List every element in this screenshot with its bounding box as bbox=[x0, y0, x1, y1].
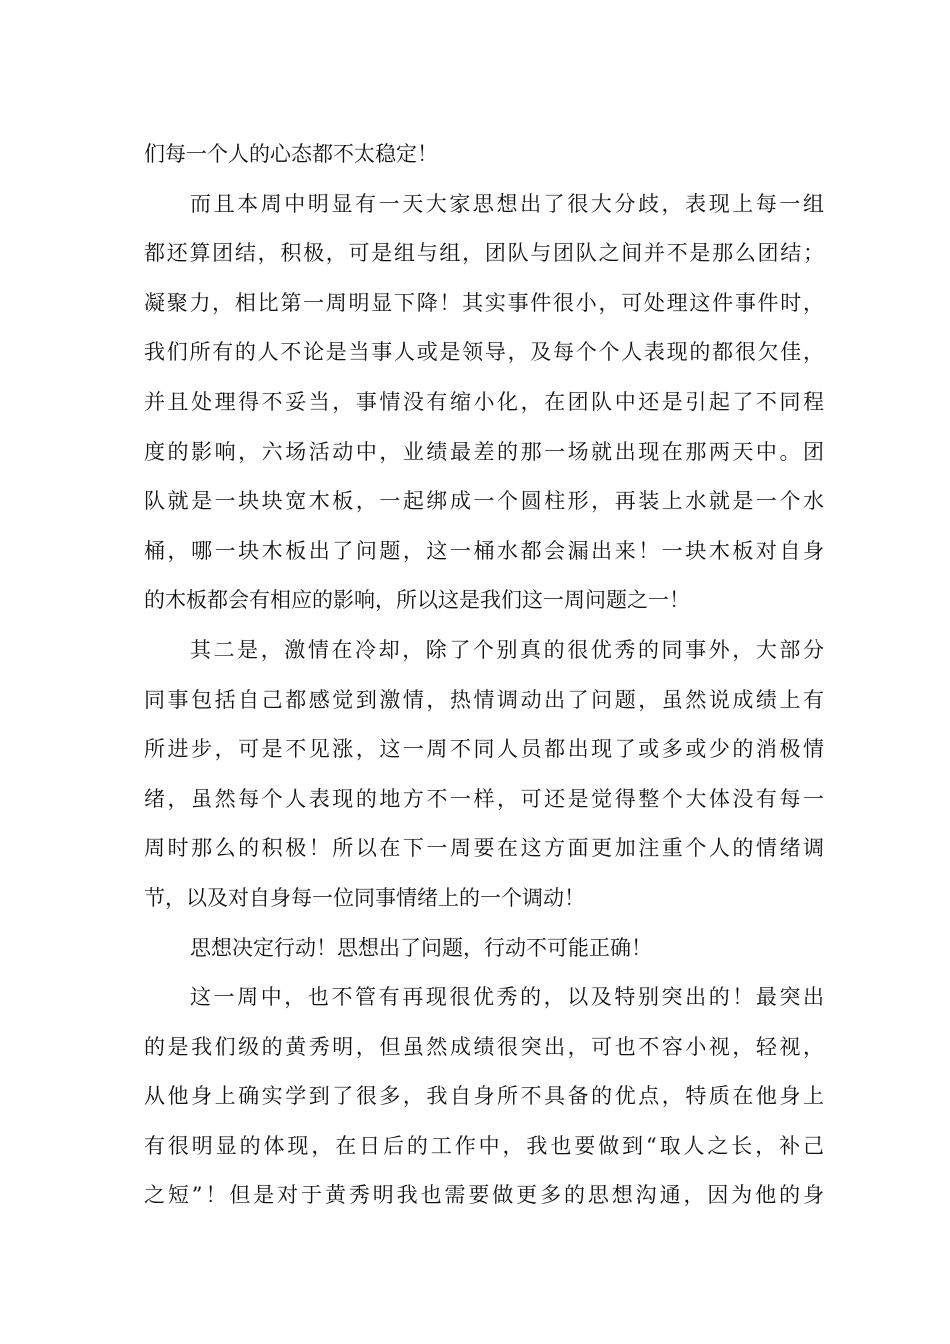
text-line: 之短”！但是对于黄秀明我也需要做更多的思想沟通，因为他的身 bbox=[144, 1183, 824, 1208]
text-line: 都还算团结，积极，可是组与组，团队与团队之间并不是那么团结； bbox=[144, 241, 824, 266]
text-line: 我们所有的人不论是当事人或是领导，及每个个人表现的都很欠佳， bbox=[144, 340, 824, 365]
text-line: 们每一个人的心态都不太稳定！ bbox=[144, 142, 438, 166]
text-line: 并且处理得不妥当，事情没有缩小化，在团队中还是引起了不同程 bbox=[144, 389, 824, 414]
text-line: 周时那么的积极！所以在下一周要在这方面更加注重个人的情绪调 bbox=[144, 836, 824, 861]
text-line: 其二是，激情在冷却，除了个别真的很优秀的同事外，大部分 bbox=[190, 637, 824, 662]
text-line: 凝聚力，相比第一周明显下降！其实事件很小，可处理这件事件时， bbox=[144, 290, 824, 315]
text-line: 所进步，可是不见涨，这一周不同人员都出现了或多或少的消极情 bbox=[144, 737, 824, 762]
text-line: 而且本周中明显有一天大家思想出了很大分歧，表现上每一组 bbox=[190, 191, 824, 216]
text-line: 节，以及对自身每一位同事情绪上的一个调动！ bbox=[144, 885, 585, 910]
text-line: 同事包括自己都感觉到激情，热情调动出了问题，虽然说成绩上有 bbox=[144, 687, 824, 712]
text-line: 度的影响，六场活动中，业绩最差的那一场就出现在那两天中。团 bbox=[144, 439, 824, 464]
text-line: 的木板都会有相应的影响，所以这是我们这一周问题之一！ bbox=[144, 588, 690, 613]
text-line: 思想决定行动！思想出了问题，行动不可能正确！ bbox=[190, 935, 652, 960]
text-line: 有很明显的体现，在日后的工作中，我也要做到“取人之长，补己 bbox=[144, 1133, 824, 1158]
text-line: 桶，哪一块木板出了问题，这一桶水都会漏出来！一块木板对自身 bbox=[144, 538, 824, 563]
document-body bbox=[144, 130, 824, 1221]
text-line: 从他身上确实学到了很多，我自身所不具备的优点，特质在他身上 bbox=[144, 1084, 824, 1109]
text-line: 这一周中，也不管有再现很优秀的，以及特别突出的！最突出 bbox=[190, 985, 824, 1010]
text-line: 绪，虽然每个人表现的地方不一样，可还是觉得整个大体没有每一 bbox=[144, 786, 824, 811]
text-line: 的是我们级的黄秀明，但虽然成绩很突出，可也不容小视，轻视， bbox=[144, 1034, 824, 1059]
text-line: 队就是一块块宽木板，一起绑成一个圆柱形，再装上水就是一个水 bbox=[144, 489, 824, 514]
